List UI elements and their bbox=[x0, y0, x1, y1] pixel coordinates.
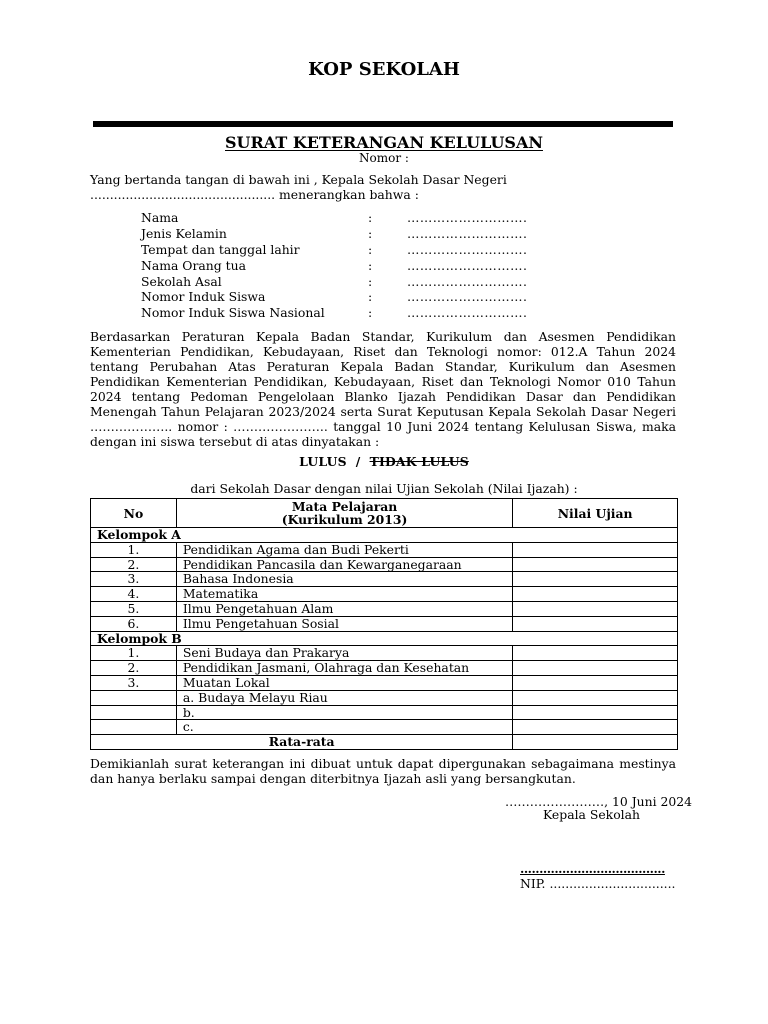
table-header-row bbox=[91, 499, 678, 528]
group-row bbox=[91, 528, 678, 543]
row-no: 5. bbox=[91, 601, 177, 616]
row-score[interactable] bbox=[513, 557, 678, 572]
row-subject: Ilmu Pengetahuan Alam bbox=[176, 601, 512, 616]
signature-role: Kepala Sekolah bbox=[543, 807, 640, 822]
row-score[interactable] bbox=[513, 587, 678, 602]
average-row bbox=[91, 735, 678, 750]
field-row-nis bbox=[141, 289, 621, 305]
field-colon: : bbox=[368, 241, 373, 257]
field-value: ………………………. bbox=[407, 225, 528, 241]
row-no bbox=[91, 690, 177, 705]
row-subject: Pendidikan Jasmani, Olahraga dan Kesehatan bbox=[176, 661, 512, 676]
signature-nip: NIP. ................................ bbox=[520, 876, 676, 891]
group-b-label: Kelompok B bbox=[91, 631, 678, 646]
closing-paragraph: Demikianlah surat keterangan ini dibuat untuk dapat dipergunakan sebagaimana mestinya dan hanya berlaku sampai dengan diterbitnya Ijazah asli yang bersangkutan. bbox=[90, 756, 676, 786]
header-no: No bbox=[91, 499, 177, 528]
table-row bbox=[91, 587, 678, 602]
document-title bbox=[0, 133, 768, 152]
decision-separator: / bbox=[355, 454, 361, 469]
document-title-text: SURAT KETERANGAN KELULUSAN bbox=[225, 133, 543, 152]
row-no bbox=[91, 705, 177, 720]
table-row bbox=[91, 572, 678, 587]
field-colon: : bbox=[368, 257, 373, 273]
average-value[interactable] bbox=[513, 735, 678, 750]
row-score[interactable] bbox=[513, 601, 678, 616]
header-subject-label: Mata Pelajaran bbox=[291, 499, 398, 514]
row-score[interactable] bbox=[513, 646, 678, 661]
field-colon: : bbox=[368, 305, 373, 321]
field-colon: : bbox=[368, 210, 373, 225]
table-row bbox=[91, 542, 678, 557]
row-subject: b. bbox=[176, 705, 512, 720]
letterhead-title: KOP SEKOLAH bbox=[308, 59, 460, 80]
table-row bbox=[91, 661, 678, 676]
table-row bbox=[91, 690, 678, 705]
fail-label: TIDAK LULUS bbox=[369, 454, 469, 469]
header-subject bbox=[176, 499, 512, 528]
row-no: 2. bbox=[91, 557, 177, 572]
table-intro: dari Sekolah Dasar dengan nilai Ujian Sekolah (Nilai Ijazah) : bbox=[190, 481, 578, 496]
row-no: 4. bbox=[91, 587, 177, 602]
row-no: 1. bbox=[91, 646, 177, 661]
row-no: 2. bbox=[91, 661, 177, 676]
signature-name: ...................................... bbox=[520, 861, 665, 876]
row-no: 1. bbox=[91, 542, 177, 557]
row-subject: Seni Budaya dan Prakarya bbox=[176, 646, 512, 661]
row-score[interactable] bbox=[513, 675, 678, 690]
row-subject: a. Budaya Melayu Riau bbox=[176, 690, 512, 705]
field-colon: : bbox=[368, 289, 373, 305]
row-subject: Muatan Lokal bbox=[176, 675, 512, 690]
document-number: Nomor : bbox=[359, 151, 409, 165]
table-row bbox=[91, 705, 678, 720]
field-value: ………………………. bbox=[407, 241, 528, 257]
field-label: Nomor Induk Siswa bbox=[141, 289, 266, 305]
row-subject: Matematika bbox=[176, 587, 512, 602]
graduation-decision bbox=[0, 454, 768, 469]
field-value: ………………………. bbox=[407, 305, 528, 321]
table-row bbox=[91, 557, 678, 572]
row-score[interactable] bbox=[513, 661, 678, 676]
row-score[interactable] bbox=[513, 616, 678, 631]
field-label: Nama bbox=[141, 210, 179, 225]
row-subject: Pendidikan Pancasila dan Kewarganegaraan bbox=[176, 557, 512, 572]
group-a-label: Kelompok A bbox=[91, 528, 678, 543]
table-row bbox=[91, 675, 678, 690]
average-label: Rata-rata bbox=[91, 735, 513, 750]
field-colon: : bbox=[368, 273, 373, 289]
row-score[interactable] bbox=[513, 720, 678, 735]
field-value: ………………………. bbox=[407, 289, 528, 305]
row-subject: Bahasa Indonesia bbox=[176, 572, 512, 587]
field-label: Sekolah Asal bbox=[141, 273, 222, 289]
field-row-sekolah-asal bbox=[141, 274, 621, 290]
row-score[interactable] bbox=[513, 705, 678, 720]
row-no: 3. bbox=[91, 572, 177, 587]
pass-label: LULUS bbox=[299, 454, 347, 469]
row-score[interactable] bbox=[513, 690, 678, 705]
table-row bbox=[91, 616, 678, 631]
field-label: Jenis Kelamin bbox=[141, 225, 227, 241]
field-row-nisn bbox=[141, 305, 621, 321]
field-row-nama-orang-tua bbox=[141, 258, 621, 274]
row-subject: Ilmu Pengetahuan Sosial bbox=[176, 616, 512, 631]
row-no bbox=[91, 720, 177, 735]
row-no: 6. bbox=[91, 616, 177, 631]
row-subject: Pendidikan Agama dan Budi Pekerti bbox=[176, 542, 512, 557]
field-label: Tempat dan tanggal lahir bbox=[141, 241, 300, 257]
row-score[interactable] bbox=[513, 542, 678, 557]
legal-basis-paragraph: Berdasarkan Peraturan Kepala Badan Standar, Kurikulum dan Asesmen Pendidikan Kementerian Pendidikan, Kebudayaan, Riset dan Teknologi nomor: 012.A Tahun 2024 tentang Perubahan Atas Peraturan Kepala Badan Standar, Kurikulum dan Asesmen Pendidikan Kementerian Pendidikan, Kebudayaan, Riset dan Teknologi Nomor 010 Tahun 2024 tentang Pedoman Pengelolaan Blanko Ijazah Pendidikan Dasar dan Pendidikan Menengah Tahun Pelajaran 2023/2024 serta Surat Keputusan Kepala Sekolah Dasar Negeri ……………….. nomor : ………………….. tanggal 10 Juni 2024 tentang Kelulusan Siswa, maka dengan ini siswa tersebut di atas dinyatakan : bbox=[90, 329, 676, 449]
field-colon: : bbox=[368, 225, 373, 241]
field-row-tempat-tanggal-lahir bbox=[141, 242, 621, 258]
field-row-nama bbox=[141, 210, 621, 226]
row-score[interactable] bbox=[513, 572, 678, 587]
signature-date: ……………………, 10 Juni 2024 bbox=[505, 794, 693, 809]
table-row bbox=[91, 646, 678, 661]
field-value: ………………………. bbox=[407, 210, 528, 225]
field-row-jenis-kelamin bbox=[141, 226, 621, 242]
table-row bbox=[91, 720, 678, 735]
grades-table bbox=[90, 498, 678, 750]
field-value: ………………………. bbox=[407, 273, 528, 289]
field-label: Nomor Induk Siswa Nasional bbox=[141, 305, 325, 321]
row-no: 3. bbox=[91, 675, 177, 690]
table-row bbox=[91, 601, 678, 616]
header-score: Nilai Ujian bbox=[513, 499, 678, 528]
opening-paragraph: Yang bertanda tangan di bawah ini , Kepala Sekolah Dasar Negeri ............................................... menerangkan bahwa : bbox=[90, 172, 507, 202]
group-row bbox=[91, 631, 678, 646]
letterhead-divider bbox=[93, 121, 673, 127]
field-label: Nama Orang tua bbox=[141, 257, 246, 273]
header-subject-note: (Kurikulum 2013) bbox=[281, 512, 408, 527]
student-fields bbox=[141, 210, 621, 321]
field-value: ………………………. bbox=[407, 257, 528, 273]
row-subject: c. bbox=[176, 720, 512, 735]
